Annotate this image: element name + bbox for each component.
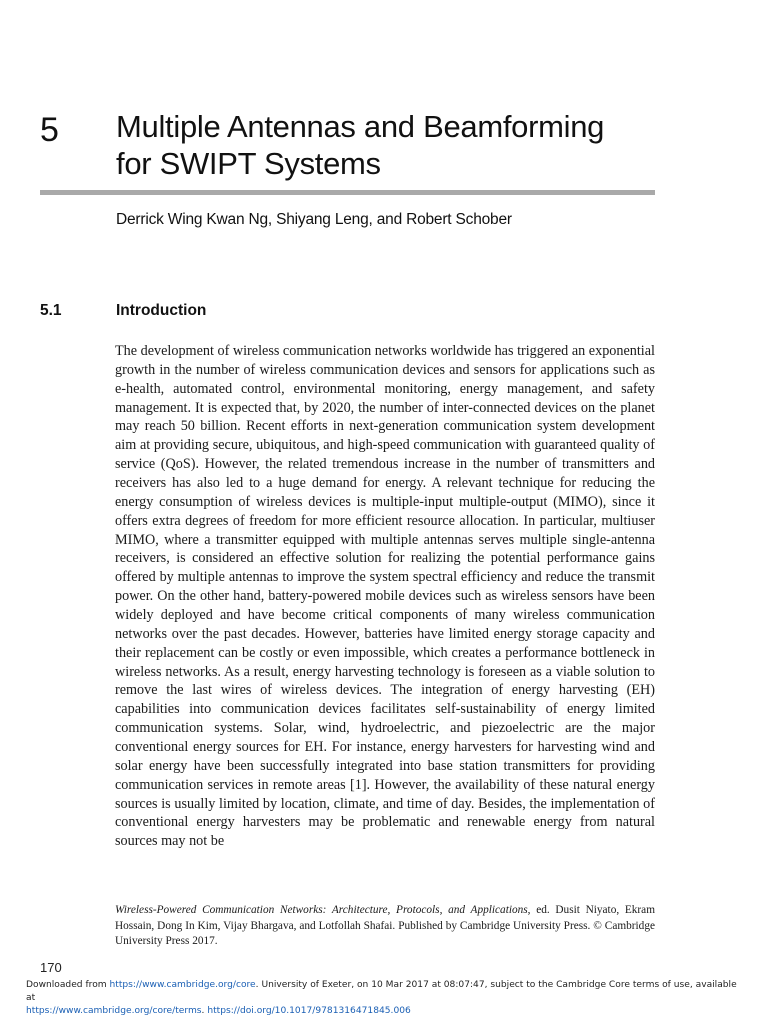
section-title: Introduction xyxy=(116,302,207,319)
link-separator: . xyxy=(201,1006,208,1016)
cambridge-core-link[interactable]: https://www.cambridge.org/core xyxy=(109,980,256,990)
download-prefix: Downloaded from xyxy=(26,980,110,990)
chapter-authors: Derrick Wing Kwan Ng, Shiyang Leng, and Robert Schober xyxy=(116,211,512,228)
citation-details: , ed. Dusit Niyato, Ekram Hossain, Dong In Kim, Vijay Bhargava, and Lotfollah Shafai. Published by Cambridge University Press. © Cambridge University Press 2017. xyxy=(115,904,655,947)
body-paragraph: The development of wireless communication networks worldwide has triggered an exponential growth in the number of wireless communication devices and sensors for applications such as e-health, automated control, environmental monitoring, energy management, and safety management. It is expected that, by 2020, the number of inter-connected devices on the planet may reach 50 billion. Recent efforts in next-generation communication system development aim at providing secure, ubiquitous, and high-speed communication with guaranteed quality of service (QoS). However, the related tremendous increase in the number of transmitters and receivers has also led to a huge demand for energy. A relevant technique for reducing the energy consumption of wireless devices is multiple-input multiple-output (MIMO), since it offers extra degrees of freedom for more efficient resource allocation. In particular, multiuser MIMO, where a transmitter equipped with multiple antennas serves multiple single-antenna receivers, is considered an effective solution for realizing the potential performance gains offered by multiple antennas to improve the system spectral efficiency and reduce the transmit power. On the other hand, battery-powered mobile devices such as wireless sensors have been widely deployed and have become critical components of many wireless communication networks over the past decades. However, batteries have limited energy storage capacity and their replacement can be costly or even impossible, which creates a performance bottleneck in wireless networks. As a result, energy harvesting technology is foreseen as a viable solution to remove the last wires of wireless devices. The integration of energy harvesting (EH) capabilities into communication devices facilitates self-sustainability of energy limited communication systems. Solar, wind, hydroelectric, and piezoelectric are the major conventional energy sources for EH. For instance, energy harvesters for harvesting wind and solar energy have been successfully integrated into base station transmitters for providing communication services in remote areas [1]. However, the availability of these natural energy sources is usually limited by location, climate, and time of day. Besides, the implementation of conventional energy harvesters may be problematic and renewable energy from natural sources may not be xyxy=(115,343,655,850)
section-number: 5.1 xyxy=(40,302,62,319)
doi-link[interactable]: https://doi.org/10.1017/9781316471845.006 xyxy=(207,1006,411,1016)
page-number: 170 xyxy=(40,960,62,975)
book-title: Wireless-Powered Communication Networks: Architecture, Protocols, and Applications xyxy=(115,904,528,916)
chapter-number: 5 xyxy=(40,111,59,149)
book-citation-footnote xyxy=(115,903,655,950)
chapter-title-line-1: Multiple Antennas and Beamforming xyxy=(116,109,605,144)
title-rule xyxy=(40,190,655,195)
chapter-title xyxy=(116,108,676,182)
download-middle-text: . University of Exeter, on 10 Mar 2017 at 08:07:47, subject to the Cambridge Core terms of use, available at xyxy=(26,980,737,1003)
chapter-title-line-2: for SWIPT Systems xyxy=(116,146,381,181)
download-notice xyxy=(26,979,746,1018)
cambridge-terms-link[interactable]: https://www.cambridge.org/core/terms xyxy=(26,1006,202,1016)
